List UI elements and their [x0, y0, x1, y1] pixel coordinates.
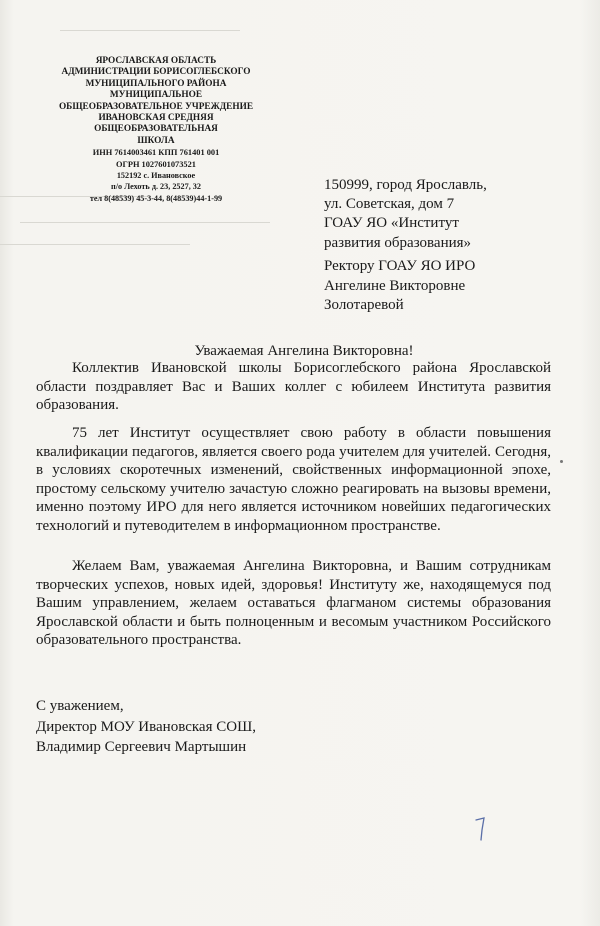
sender-ogrn: ОГРН 1027601073521 [115, 159, 196, 169]
sender-line: ЯРОСЛАВСКАЯ ОБЛАСТЬ [95, 56, 217, 66]
signature-block [36, 696, 256, 758]
pen-stroke-mark [462, 816, 492, 842]
body-paragraph-2: 75 лет Институт осуществляет свою работу в области повышения квалификации педагогов, является своего рода учителем для учителей. Сегодня, в условиях скоротечных изменений, свойственных информационной эпохе, простому сельскому учителю зачастую сложно реагировать на вызовы времени, именно поэтому ИРО для него является источником новейших педагогических технологий и путеводителем в информационном пространстве. [36, 425, 551, 534]
sender-line: АДМИНИСТРАЦИИ БОРИСОГЛЕБСКОГО [61, 67, 251, 78]
body-paragraph-3: Желаем Вам, уважаемая Ангелина Викторовна, и Вашим сотрудникам творческих успехов, новых идей, здоровья! Институту же, находящемуся под Вашим управлением, желаем оставаться флагманом системы образования Ярославской области и быть полноценным и весомым участником Российского образовательного пространства. [36, 558, 551, 649]
recipient-line: Ректору ГОАУ ЯО ИРО [324, 258, 476, 274]
address-line: развития образования» [324, 234, 472, 251]
recipient-address [324, 176, 487, 253]
stray-ink-dot [560, 460, 563, 463]
address-line: 150999, город Ярославль, [324, 177, 487, 193]
recipient-line: Золотаревой [324, 297, 404, 314]
recipient-line: Ангелине Викторовне [324, 277, 466, 294]
address-line: ул. Советская, дом 7 [324, 196, 455, 213]
sender-line: ОБЩЕОБРАЗОВАТЕЛЬНОЕ УЧРЕЖДЕНИЕ [58, 101, 254, 112]
sender-line: ОБЩЕОБРАЗОВАТЕЛЬНАЯ [94, 124, 218, 135]
sender-line: МУНИЦИПАЛЬНОГО РАЙОНА [85, 78, 227, 89]
sender-postcode: 152192 с. Ивановское [116, 171, 196, 181]
signer-name: Владимир Сергеевич Мартышин [36, 739, 247, 755]
sender-letterhead [40, 56, 272, 204]
sender-line: МУНИЦИПАЛЬНОЕ [109, 90, 203, 101]
address-line: ГОАУ ЯО «Институт [324, 215, 459, 232]
bleed-through-line [60, 30, 240, 31]
bleed-through-line [0, 244, 190, 245]
sender-line: ШКОЛА [137, 135, 175, 146]
recipient-name-block [324, 257, 475, 316]
sender-street: п/о Лехоть д. 23, 2527, 32 [111, 182, 201, 192]
sender-line: ИВАНОВСКАЯ СРЕДНЯЯ [98, 113, 214, 124]
body-paragraph-1: Коллектив Ивановской школы Борисоглебского района Ярославской области поздравляет Вас и Ваших коллег с юбилеем Института развития образования. [36, 360, 551, 414]
salutation: Уважаемая Ангелина Викторовна! [194, 343, 414, 359]
sender-phone: тел 8(48539) 45-3-44, 8(48539)44-1-99 [89, 193, 223, 203]
bleed-through-line [20, 222, 270, 223]
signer-title: Директор МОУ Ивановская СОШ, [36, 718, 256, 735]
sender-inn-kpp: ИНН 7614003461 КПП 761401 001 [92, 148, 220, 158]
closing-line: С уважением, [36, 698, 124, 714]
